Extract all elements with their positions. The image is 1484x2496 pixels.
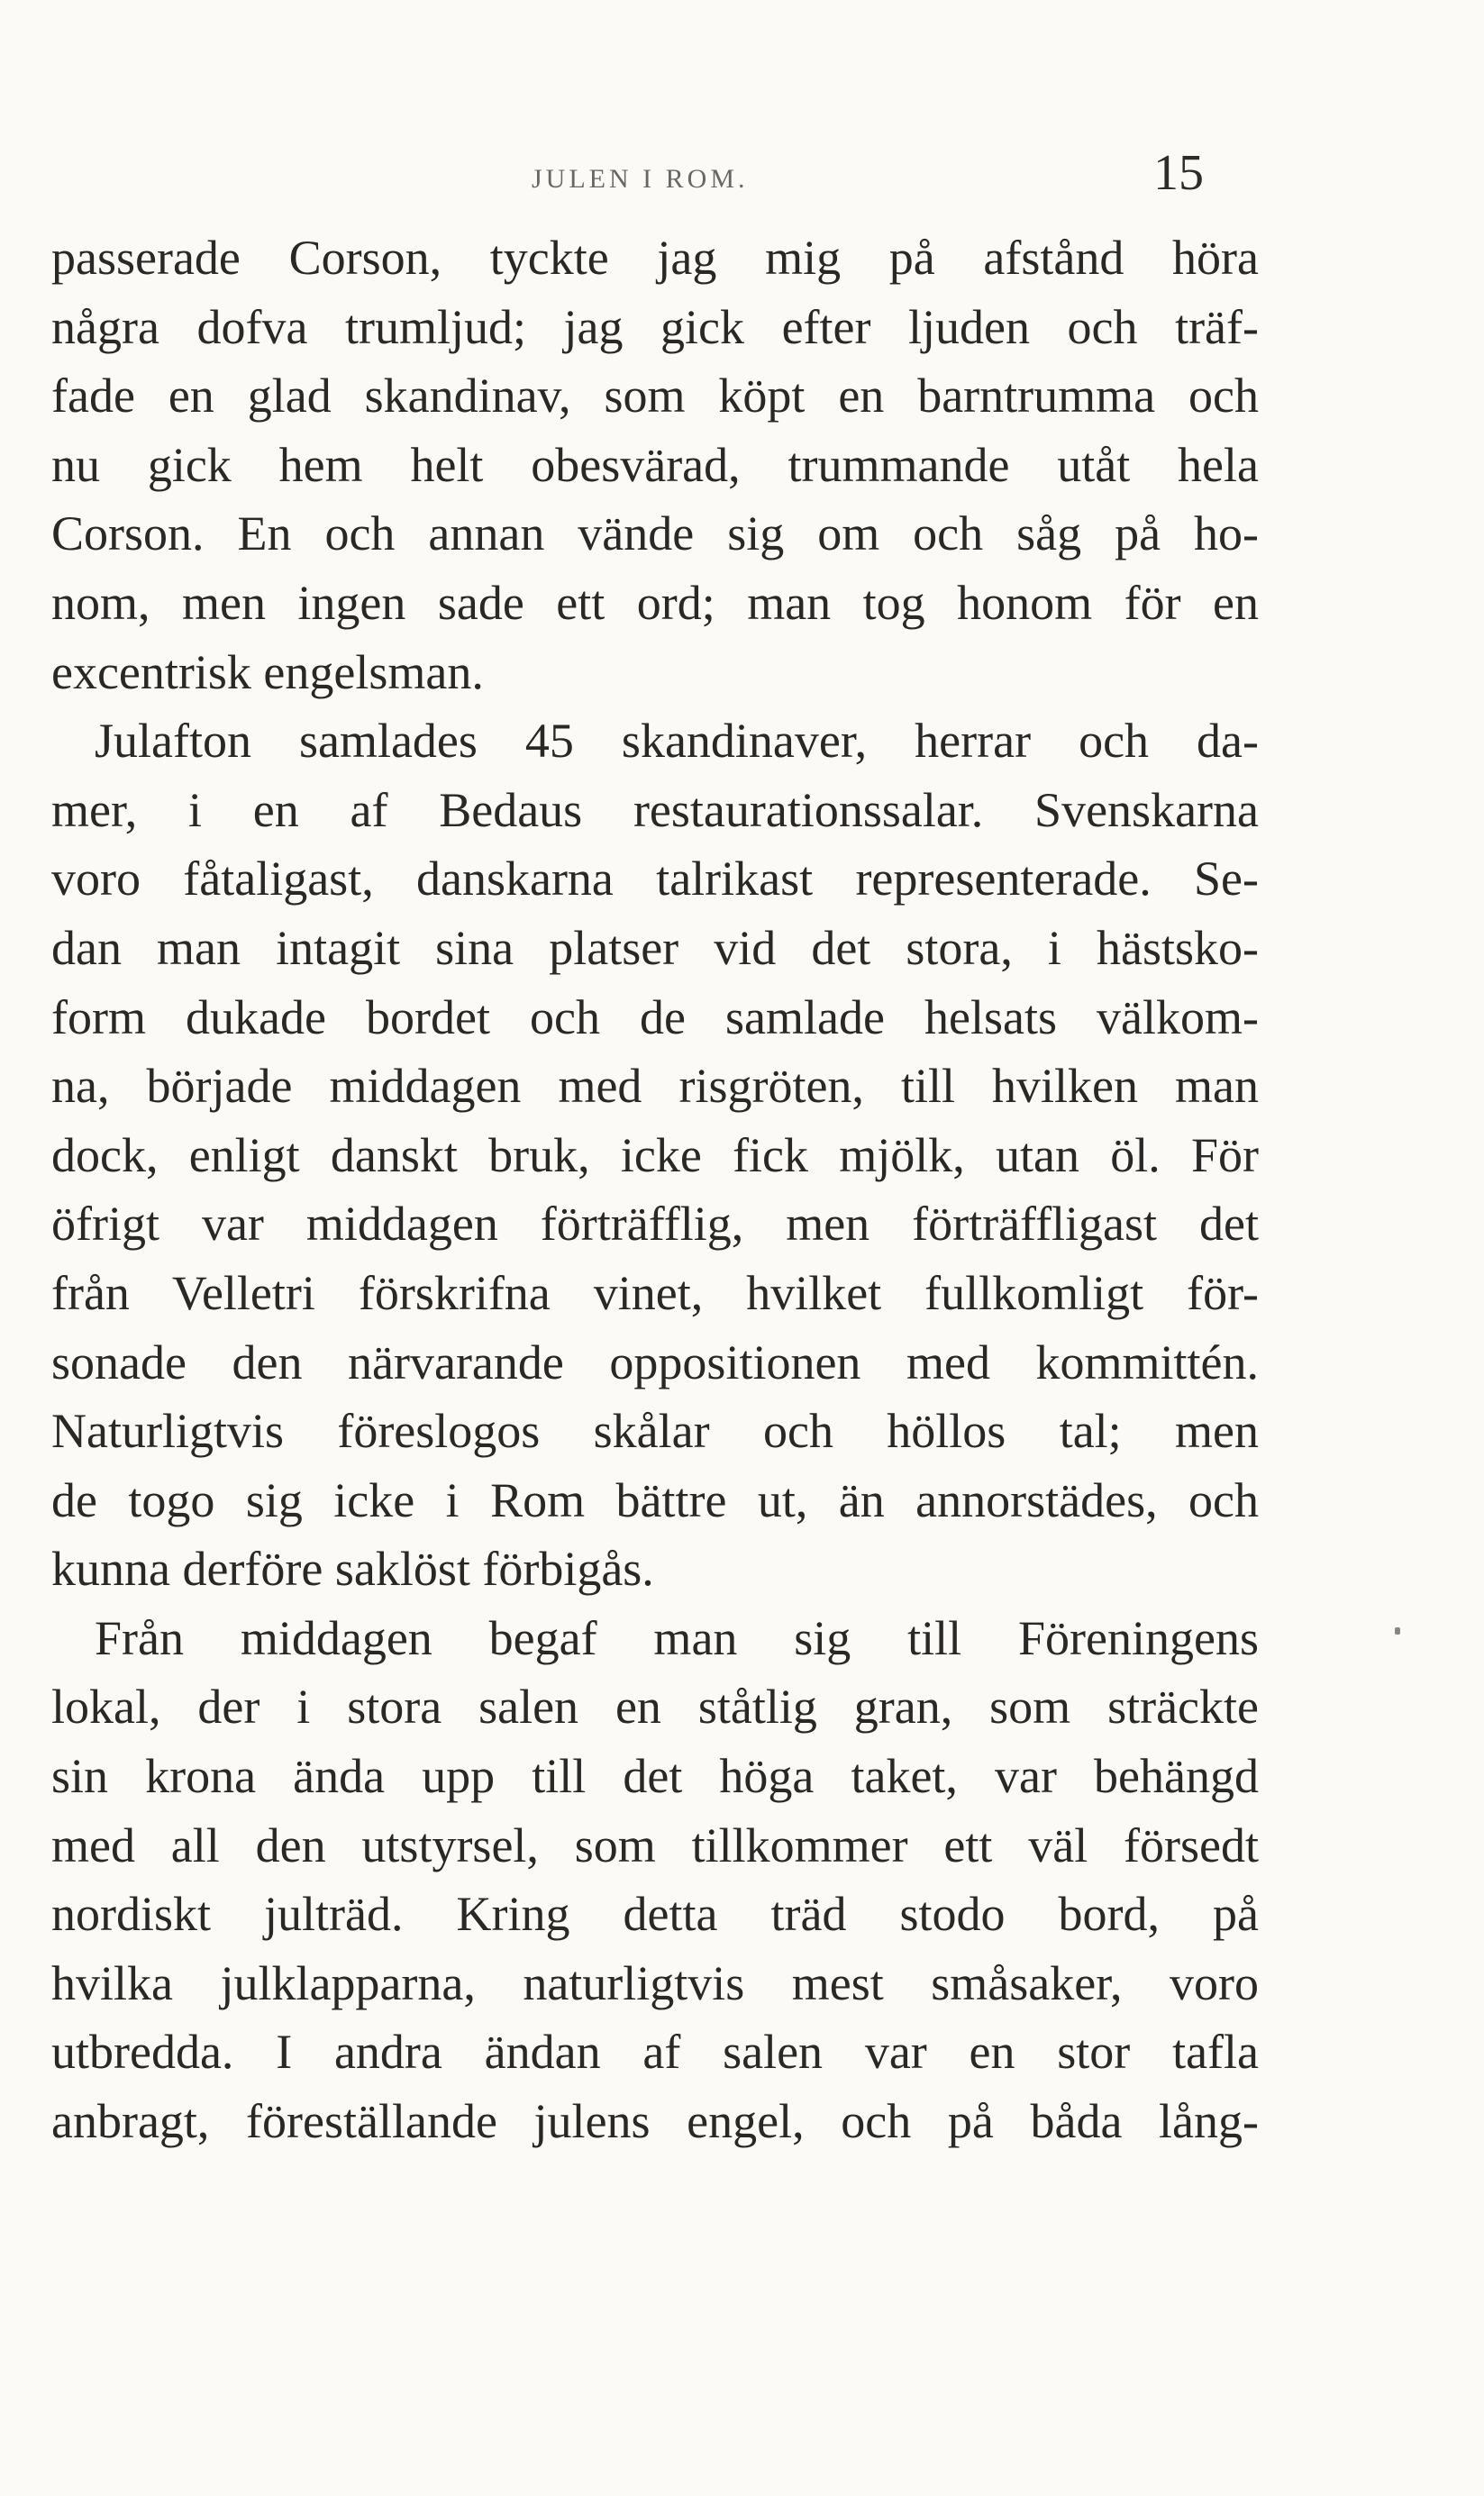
text-line: nordiskt julträd. Kring detta träd stodo bord, på (51, 1887, 1259, 1942)
text-line: voro fåtaligast, danskarna talrikast representerade. Se- (51, 852, 1259, 906)
text-line: form dukade bordet och de samlade helsats välkom- (51, 989, 1259, 1044)
page-number: 15 (1153, 145, 1204, 201)
text-line: mer, i en af Bedaus restaurationssalar. Svenskarna (51, 782, 1259, 837)
print-speck (1395, 1627, 1400, 1635)
text-line: sonade den närvarande oppositionen med kommittén. (51, 1335, 1259, 1389)
text-line: dock, enligt danskt bruk, icke fick mjölk, utan öl. För (51, 1127, 1259, 1182)
text-line: utbredda. I andra ändan af salen var en stor tafla (51, 2025, 1259, 2080)
text-line: öfrigt var middagen förträfflig, men förträffligast det (51, 1197, 1259, 1252)
running-title: JULEN I ROM. (532, 164, 749, 194)
text-line: hvilka julklapparna, naturligtvis mest småsaker, voro (51, 1955, 1259, 2010)
text-line: nu gick hem helt obesvärad, trummande utåt hela (51, 437, 1259, 492)
text-line: passerade Corson, tyckte jag mig på afstånd höra (51, 231, 1259, 285)
running-head (0, 144, 1484, 207)
text-line: fade en glad skandinav, som köpt en barntrumma och (51, 369, 1259, 424)
text-line: excentrisk engelsman. (51, 644, 484, 699)
text-line: några dofva trumljud; jag gick efter ljuden och träf- (51, 299, 1259, 354)
text-line: Naturligtvis föreslogos skålar och höllos tal; men (51, 1404, 1259, 1459)
text-line: nom, men ingen sade ett ord; man tog honom för en (51, 575, 1259, 630)
body-text (51, 223, 1259, 2156)
text-line: dan man intagit sina platser vid det stora, i hästsko- (51, 920, 1259, 975)
text-line: anbragt, föreställande julens engel, och på båda lång- (51, 2094, 1259, 2149)
text-line: från Velletri förskrifna vinet, hvilket fullkomligt för- (51, 1265, 1259, 1320)
paragraph-start-line: Från middagen begaf man sig till Föreningens (95, 1610, 1259, 1665)
paragraph-start-line: Julafton samlades 45 skandinaver, herrar och da- (95, 714, 1259, 769)
text-line: na, började middagen med risgröten, till hvilken man (51, 1059, 1259, 1114)
text-line: med all den utstyrsel, som tillkommer ett väl försedt (51, 1817, 1259, 1872)
text-line: sin krona ända upp till det höga taket, var behängd (51, 1749, 1259, 1804)
text-line: Corson. En och annan vände sig om och såg på ho- (51, 506, 1259, 561)
text-line: de togo sig icke i Rom bättre ut, än annorstädes, och (51, 1472, 1259, 1527)
text-line: lokal, der i stora salen en ståtlig gran, som sträckte (51, 1680, 1259, 1735)
text-line: kunna derföre saklöst förbigås. (51, 1542, 654, 1597)
